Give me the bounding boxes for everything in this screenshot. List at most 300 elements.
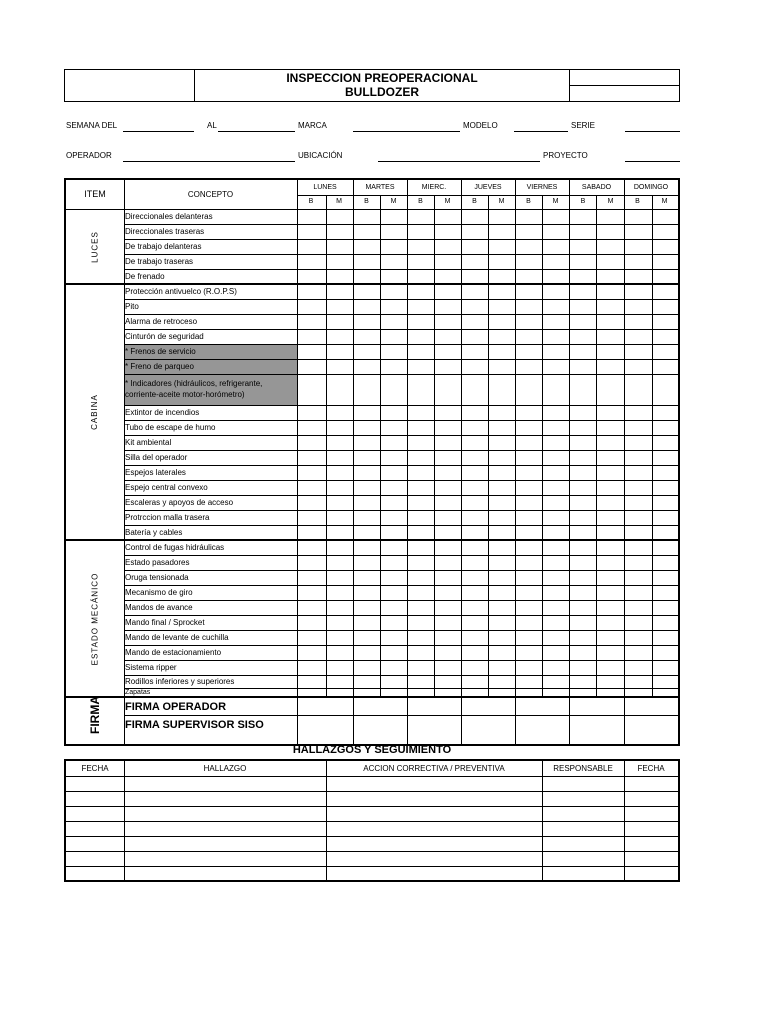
check-cell[interactable] [327,466,353,480]
check-cell[interactable] [625,631,652,645]
check-cell[interactable] [462,631,488,645]
check-cell[interactable] [597,255,624,269]
check-cell[interactable] [570,360,596,374]
check-cell[interactable] [597,240,624,254]
modelo-field[interactable] [514,131,568,132]
check-cell[interactable] [462,689,488,697]
check-cell[interactable] [354,631,380,645]
check-cell[interactable] [653,496,678,510]
hallazgos-cell[interactable] [125,822,326,836]
check-cell[interactable] [408,571,434,585]
check-cell[interactable] [489,511,515,525]
check-cell[interactable] [543,511,569,525]
check-cell[interactable] [625,315,652,329]
check-cell[interactable] [462,421,488,435]
check-cell[interactable] [298,586,326,600]
check-cell[interactable] [543,646,569,660]
check-cell[interactable] [543,421,569,435]
check-cell[interactable] [597,631,624,645]
hallazgos-cell[interactable] [327,822,542,836]
check-cell[interactable] [516,496,542,510]
check-cell[interactable] [381,451,407,465]
check-cell[interactable] [543,496,569,510]
check-cell[interactable] [408,481,434,495]
check-cell[interactable] [408,406,434,420]
check-cell[interactable] [408,315,434,329]
check-cell[interactable] [516,541,542,555]
check-cell[interactable] [516,406,542,420]
check-cell[interactable] [327,436,353,450]
check-cell[interactable] [462,375,488,405]
check-cell[interactable] [381,541,407,555]
check-cell[interactable] [653,300,678,314]
check-cell[interactable] [597,586,624,600]
check-cell[interactable] [516,511,542,525]
check-cell[interactable] [435,616,461,630]
hallazgos-cell[interactable] [543,807,624,821]
check-cell[interactable] [653,406,678,420]
check-cell[interactable] [354,661,380,675]
check-cell[interactable] [381,511,407,525]
check-cell[interactable] [570,616,596,630]
check-cell[interactable] [327,601,353,615]
check-cell[interactable] [354,360,380,374]
check-cell[interactable] [435,646,461,660]
hallazgos-cell[interactable] [327,777,542,791]
check-cell[interactable] [597,285,624,299]
check-cell[interactable] [408,586,434,600]
check-cell[interactable] [354,285,380,299]
check-cell[interactable] [653,601,678,615]
check-cell[interactable] [625,556,652,570]
check-cell[interactable] [408,541,434,555]
check-cell[interactable] [354,586,380,600]
check-cell[interactable] [570,571,596,585]
check-cell[interactable] [543,225,569,239]
check-cell[interactable] [653,571,678,585]
check-cell[interactable] [354,571,380,585]
check-cell[interactable] [597,300,624,314]
check-cell[interactable] [435,676,461,688]
check-cell[interactable] [298,360,326,374]
check-cell[interactable] [408,466,434,480]
check-cell[interactable] [625,526,652,540]
check-cell[interactable] [653,511,678,525]
check-cell[interactable] [653,586,678,600]
check-cell[interactable] [408,300,434,314]
check-cell[interactable] [354,451,380,465]
check-cell[interactable] [489,360,515,374]
hallazgos-cell[interactable] [125,777,326,791]
check-cell[interactable] [354,436,380,450]
check-cell[interactable] [327,210,353,224]
check-cell[interactable] [516,255,542,269]
check-cell[interactable] [597,315,624,329]
check-cell[interactable] [625,496,652,510]
check-cell[interactable] [381,661,407,675]
check-cell[interactable] [408,360,434,374]
check-cell[interactable] [489,300,515,314]
check-cell[interactable] [489,406,515,420]
check-cell[interactable] [625,360,652,374]
check-cell[interactable] [327,345,353,359]
check-cell[interactable] [625,541,652,555]
check-cell[interactable] [625,255,652,269]
hallazgos-cell[interactable] [327,867,542,881]
check-cell[interactable] [597,496,624,510]
check-cell[interactable] [462,315,488,329]
check-cell[interactable] [543,631,569,645]
check-cell[interactable] [327,270,353,284]
al-field[interactable] [218,131,295,132]
check-cell[interactable] [381,526,407,540]
check-cell[interactable] [462,300,488,314]
check-cell[interactable] [298,375,326,405]
check-cell[interactable] [597,360,624,374]
check-cell[interactable] [625,406,652,420]
check-cell[interactable] [435,586,461,600]
check-cell[interactable] [516,300,542,314]
check-cell[interactable] [408,285,434,299]
check-cell[interactable] [543,616,569,630]
check-cell[interactable] [625,300,652,314]
check-cell[interactable] [408,631,434,645]
check-cell[interactable] [381,466,407,480]
check-cell[interactable] [354,330,380,344]
hallazgos-cell[interactable] [125,837,326,851]
check-cell[interactable] [327,556,353,570]
check-cell[interactable] [435,375,461,405]
hallazgos-cell[interactable] [67,807,124,821]
check-cell[interactable] [543,345,569,359]
check-cell[interactable] [625,375,652,405]
check-cell[interactable] [653,661,678,675]
check-cell[interactable] [570,255,596,269]
check-cell[interactable] [435,330,461,344]
check-cell[interactable] [543,436,569,450]
check-cell[interactable] [354,496,380,510]
check-cell[interactable] [298,526,326,540]
check-cell[interactable] [516,556,542,570]
hallazgos-cell[interactable] [625,807,678,821]
hallazgos-cell[interactable] [543,837,624,851]
check-cell[interactable] [462,210,488,224]
check-cell[interactable] [653,360,678,374]
check-cell[interactable] [543,330,569,344]
check-cell[interactable] [597,421,624,435]
check-cell[interactable] [653,210,678,224]
hallazgos-cell[interactable] [67,867,124,881]
hallazgos-cell[interactable] [327,852,542,866]
check-cell[interactable] [516,240,542,254]
check-cell[interactable] [543,571,569,585]
check-cell[interactable] [625,586,652,600]
hallazgos-cell[interactable] [625,792,678,806]
check-cell[interactable] [597,661,624,675]
check-cell[interactable] [543,240,569,254]
check-cell[interactable] [543,661,569,675]
check-cell[interactable] [653,255,678,269]
check-cell[interactable] [462,436,488,450]
check-cell[interactable] [543,375,569,405]
check-cell[interactable] [435,210,461,224]
check-cell[interactable] [489,571,515,585]
check-cell[interactable] [653,330,678,344]
check-cell[interactable] [489,661,515,675]
check-cell[interactable] [327,481,353,495]
check-cell[interactable] [435,601,461,615]
check-cell[interactable] [435,526,461,540]
check-cell[interactable] [543,466,569,480]
check-cell[interactable] [653,285,678,299]
check-cell[interactable] [570,466,596,480]
hallazgos-cell[interactable] [625,837,678,851]
check-cell[interactable] [435,240,461,254]
check-cell[interactable] [570,601,596,615]
check-cell[interactable] [327,451,353,465]
check-cell[interactable] [625,270,652,284]
check-cell[interactable] [381,315,407,329]
check-cell[interactable] [625,451,652,465]
check-cell[interactable] [489,210,515,224]
check-cell[interactable] [408,421,434,435]
check-cell[interactable] [408,210,434,224]
check-cell[interactable] [570,240,596,254]
check-cell[interactable] [298,225,326,239]
check-cell[interactable] [462,270,488,284]
check-cell[interactable] [462,616,488,630]
check-cell[interactable] [543,255,569,269]
hallazgos-cell[interactable] [125,792,326,806]
check-cell[interactable] [516,436,542,450]
check-cell[interactable] [298,406,326,420]
check-cell[interactable] [327,586,353,600]
check-cell[interactable] [435,345,461,359]
check-cell[interactable] [435,285,461,299]
check-cell[interactable] [354,255,380,269]
check-cell[interactable] [570,375,596,405]
check-cell[interactable] [327,646,353,660]
check-cell[interactable] [653,526,678,540]
check-cell[interactable] [625,616,652,630]
check-cell[interactable] [327,375,353,405]
check-cell[interactable] [408,330,434,344]
check-cell[interactable] [408,345,434,359]
check-cell[interactable] [298,601,326,615]
check-cell[interactable] [653,541,678,555]
hallazgos-cell[interactable] [125,867,326,881]
check-cell[interactable] [435,451,461,465]
hallazgos-cell[interactable] [125,852,326,866]
check-cell[interactable] [462,225,488,239]
check-cell[interactable] [381,375,407,405]
check-cell[interactable] [570,541,596,555]
check-cell[interactable] [625,345,652,359]
semana-del-field[interactable] [123,131,194,132]
check-cell[interactable] [354,375,380,405]
check-cell[interactable] [597,225,624,239]
check-cell[interactable] [381,406,407,420]
check-cell[interactable] [327,689,353,697]
check-cell[interactable] [381,210,407,224]
check-cell[interactable] [408,526,434,540]
check-cell[interactable] [489,541,515,555]
check-cell[interactable] [327,616,353,630]
check-cell[interactable] [408,661,434,675]
check-cell[interactable] [298,676,326,688]
check-cell[interactable] [543,556,569,570]
check-cell[interactable] [516,481,542,495]
check-cell[interactable] [489,421,515,435]
check-cell[interactable] [327,285,353,299]
check-cell[interactable] [653,481,678,495]
check-cell[interactable] [462,285,488,299]
check-cell[interactable] [625,210,652,224]
hallazgos-cell[interactable] [543,822,624,836]
hallazgos-cell[interactable] [625,822,678,836]
check-cell[interactable] [298,689,326,697]
check-cell[interactable] [354,511,380,525]
check-cell[interactable] [489,481,515,495]
check-cell[interactable] [298,466,326,480]
check-cell[interactable] [570,496,596,510]
hallazgos-cell[interactable] [327,807,542,821]
check-cell[interactable] [462,526,488,540]
operador-field[interactable] [123,161,295,162]
check-cell[interactable] [653,436,678,450]
check-cell[interactable] [462,360,488,374]
check-cell[interactable] [298,270,326,284]
check-cell[interactable] [327,315,353,329]
hallazgos-cell[interactable] [327,792,542,806]
check-cell[interactable] [597,210,624,224]
check-cell[interactable] [327,330,353,344]
check-cell[interactable] [298,451,326,465]
check-cell[interactable] [653,270,678,284]
check-cell[interactable] [327,421,353,435]
check-cell[interactable] [625,601,652,615]
check-cell[interactable] [408,646,434,660]
check-cell[interactable] [570,436,596,450]
check-cell[interactable] [298,285,326,299]
check-cell[interactable] [597,466,624,480]
check-cell[interactable] [381,496,407,510]
check-cell[interactable] [570,315,596,329]
check-cell[interactable] [354,481,380,495]
check-cell[interactable] [570,511,596,525]
check-cell[interactable] [597,689,624,697]
check-cell[interactable] [462,586,488,600]
check-cell[interactable] [435,689,461,697]
check-cell[interactable] [516,345,542,359]
check-cell[interactable] [462,511,488,525]
check-cell[interactable] [381,345,407,359]
check-cell[interactable] [435,225,461,239]
check-cell[interactable] [516,689,542,697]
check-cell[interactable] [354,300,380,314]
check-cell[interactable] [489,676,515,688]
check-cell[interactable] [381,556,407,570]
check-cell[interactable] [298,255,326,269]
check-cell[interactable] [543,689,569,697]
check-cell[interactable] [543,270,569,284]
check-cell[interactable] [462,330,488,344]
check-cell[interactable] [489,285,515,299]
hallazgos-cell[interactable] [543,777,624,791]
check-cell[interactable] [570,225,596,239]
check-cell[interactable] [653,616,678,630]
check-cell[interactable] [625,676,652,688]
check-cell[interactable] [625,646,652,660]
hallazgos-cell[interactable] [67,852,124,866]
check-cell[interactable] [516,586,542,600]
hallazgos-cell[interactable] [67,777,124,791]
check-cell[interactable] [570,285,596,299]
check-cell[interactable] [543,406,569,420]
check-cell[interactable] [653,225,678,239]
check-cell[interactable] [435,406,461,420]
check-cell[interactable] [327,300,353,314]
check-cell[interactable] [625,225,652,239]
check-cell[interactable] [354,270,380,284]
check-cell[interactable] [570,210,596,224]
hallazgos-cell[interactable] [67,792,124,806]
check-cell[interactable] [625,511,652,525]
check-cell[interactable] [298,210,326,224]
check-cell[interactable] [381,285,407,299]
check-cell[interactable] [653,689,678,697]
check-cell[interactable] [516,676,542,688]
check-cell[interactable] [408,451,434,465]
check-cell[interactable] [653,631,678,645]
check-cell[interactable] [298,240,326,254]
check-cell[interactable] [489,556,515,570]
check-cell[interactable] [597,375,624,405]
check-cell[interactable] [381,421,407,435]
check-cell[interactable] [462,481,488,495]
check-cell[interactable] [489,345,515,359]
check-cell[interactable] [543,315,569,329]
check-cell[interactable] [543,451,569,465]
check-cell[interactable] [462,556,488,570]
check-cell[interactable] [408,255,434,269]
check-cell[interactable] [653,451,678,465]
hallazgos-cell[interactable] [625,777,678,791]
check-cell[interactable] [327,360,353,374]
check-cell[interactable] [298,300,326,314]
check-cell[interactable] [327,255,353,269]
check-cell[interactable] [570,330,596,344]
check-cell[interactable] [435,421,461,435]
check-cell[interactable] [597,556,624,570]
hallazgos-cell[interactable] [543,852,624,866]
check-cell[interactable] [354,240,380,254]
check-cell[interactable] [489,466,515,480]
check-cell[interactable] [543,601,569,615]
check-cell[interactable] [408,240,434,254]
check-cell[interactable] [570,270,596,284]
check-cell[interactable] [354,421,380,435]
check-cell[interactable] [543,676,569,688]
check-cell[interactable] [570,526,596,540]
check-cell[interactable] [435,315,461,329]
check-cell[interactable] [516,601,542,615]
hallazgos-cell[interactable] [543,792,624,806]
check-cell[interactable] [516,315,542,329]
check-cell[interactable] [653,421,678,435]
check-cell[interactable] [489,436,515,450]
check-cell[interactable] [435,436,461,450]
